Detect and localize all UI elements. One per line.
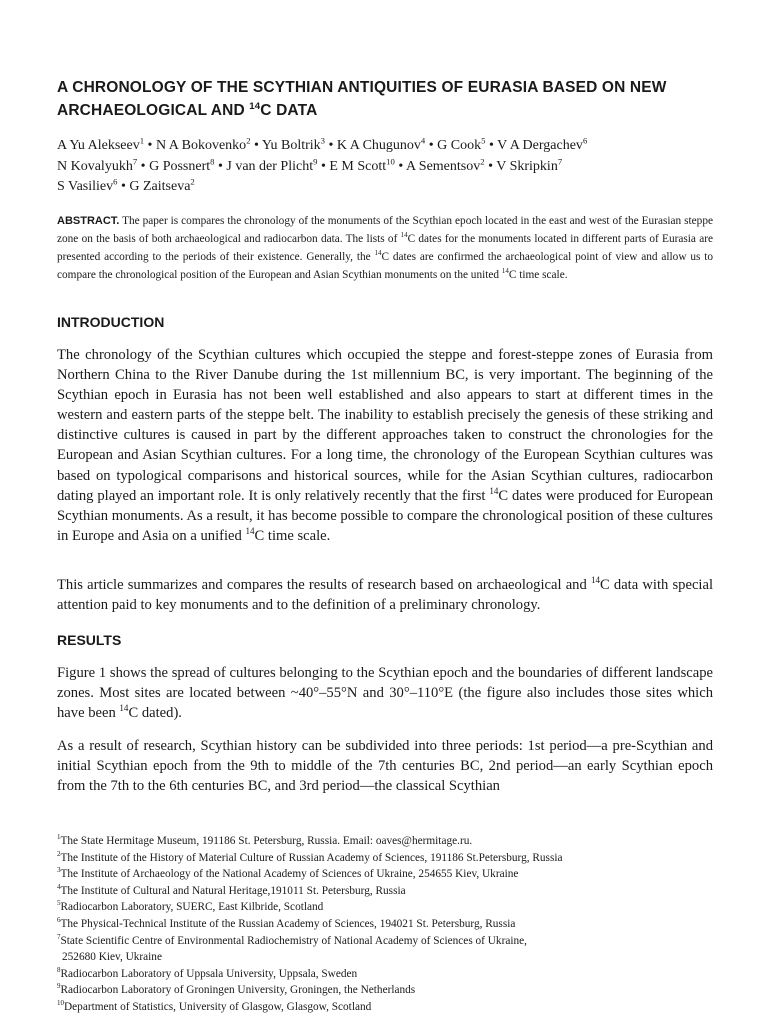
footnote-text: The State Hermitage Museum, 191186 St. Petersburg, Russia. Email: oaves@hermitage.ru. [60,835,473,847]
author-affiliation: 9 [313,155,318,166]
footnote-number: 7 [57,932,61,941]
body-text: This article summarizes and compares the results of research based on archaeological and [57,577,591,593]
footnote-text: The Institute of the History of Material Culture of Russian Academy of Sciences, 191186 St.Petersburg, Russia [60,851,563,864]
body-text: The chronology of the Scythian cultures which occupied the steppe and forest-steppe zones of Eurasia from Northern China to the River Danube during the 1st millennium BC, is very important. The beginning of the Scythian epoch in Eurasia has not been well established and also appears to start at different times in the western and eastern parts of the steppe belt. The inability to establish precisely the genesis of these striking and distinctive cultures is caused in part by the different approaches taken to construct the chronologies for the European and Asian Scythian cultures. For a long time, the chronology of the European Scythian cultures was based on typological comparisons and historical sources, while for the Asian Scythian cultures, radiocarbon dating played an important role. It is only relatively recently that the first [57,347,713,504]
footnote-text: Radiocarbon Laboratory of Groningen University, Groningen, the Netherlands [60,984,416,997]
footnote [57,899,713,916]
introduction-heading: INTRODUCTION [57,314,165,330]
footnote [57,999,713,1016]
footnote-text: Radiocarbon Laboratory of Uppsala University, Uppsala, Sweden [60,967,358,980]
title-line-2-text: ARCHAEOLOGICAL AND [57,102,250,119]
footnote-number: 6 [57,916,61,925]
author-name: K A Chugunov [336,138,421,153]
author-name: G Cook [437,138,482,153]
abstract-label: ABSTRACT. [57,215,120,227]
title-superscript: 14 [249,100,261,112]
footnote [57,933,713,950]
footnote-text: The Institute of Cultural and Natural Heritage,191011 St. Petersburg, Russia [60,884,406,897]
author-name: G Possnert [149,158,211,174]
author-affiliation: 4 [420,135,426,146]
footnote [57,850,713,867]
abstract-text: C time scale. [508,269,568,281]
introduction-paragraph-2 [57,575,713,615]
author-name: E M Scott [329,158,387,174]
body-text: C time scale. [254,527,331,544]
author-affiliation: 6 [582,135,588,146]
isotope-superscript: 14 [119,703,129,714]
author-affiliation: 3 [320,135,325,146]
author-name: V Skripkin [496,158,558,174]
footnote-text: 252680 Kiev, Ukraine [62,951,162,964]
author-name: J van der Plicht [226,158,314,174]
footnote-list [57,833,713,1016]
footnote-continuation [57,949,713,966]
isotope-superscript: 14 [400,231,408,240]
introduction-paragraph-1 [57,345,713,546]
footnote [57,982,713,999]
abstract-text: C dates for the monuments located in different parts of Eurasia are presented according to the periods of their existence. Generally, the [57,233,713,263]
isotope-superscript: 14 [501,267,509,276]
footnote-number: 5 [57,899,61,908]
isotope-superscript: 14 [489,485,499,496]
footnote-number: 2 [57,849,61,858]
abstract [57,212,713,284]
abstract-text: C dates are confirmed the archaeological point of view and allow us to compare the chronological position of the European and Asian Scythian monuments on the united [57,251,713,281]
author-affiliation: 10 [386,155,395,166]
author-affiliation: 1 [139,135,145,146]
footnote [57,883,713,900]
isotope-superscript: 14 [245,525,255,536]
results-paragraph-1 [57,663,713,723]
author-line-1: A Yu Alekseev$^1$ • N A Bokovenko$^2$ • Yu Boltrik$^3$ • K A Chugunov$^4$ • G Cook$^5$ • V A Dergachev$^6$ [57,135,588,153]
footnote-number: 8 [57,965,61,974]
author-name: A Sementsov [405,158,481,174]
author-affiliation: 2 [190,176,195,187]
author-name: Yu Boltrik [261,138,321,153]
author-line-3: S Vasiliev$^6$ • G Zaitseva$^2$ [57,176,195,194]
body-text: C dates were produced for European Scythian monuments. As a result, it has become possible to compare the chronological position of these cultures in Europe and Asia on a unified [57,487,713,544]
author-affiliation: 2 [246,135,251,146]
paper-title [57,76,713,122]
author-name: N A Bokovenko [155,138,247,153]
author-name: S Vasiliev [57,179,114,194]
author-affiliation: 5 [481,135,486,146]
author-affiliation: 2 [480,155,485,166]
author-list [57,136,713,198]
results-paragraph-2: As a result of research, Scythian history can be subdivided into three periods: 1st period—a pre-Scythian and initial Scythian epoch from the 9th to middle of the 7th centuries BC, 2nd period—an early Scythian epoch from the 7th to the 6th centuries BC, and 3rd period—the classical Scythian [57,738,713,795]
abstract-text: The paper is compares the chronology of the monuments of the Scythian epoch located in the east and west of the Eurasian steppe zone on the basis of both archaeological and radiocarbon data. The lists of [57,215,713,245]
author-line-2: N Kovalyukh$^7$ • G Possnert$^8$ • J van der Plicht$^9$ • E M Scott$^{10}$ • A Sementsov$^2$ • V Skripkin$^7$ [57,155,563,174]
author-name: N Kovalyukh [57,158,133,174]
author-name: A Yu Alekseev [57,138,140,153]
footnote-text: Department of Statistics, University of Glasgow, Glasgow, Scotland [64,1000,372,1013]
author-affiliation: 7 [132,155,138,166]
body-text: Figure 1 shows the spread of cultures belonging to the Scythian epoch and the boundaries of different landscape zones. Most sites are located between ~40°–55°N and 30°–110°E (the figure also includes those sites which have been [57,665,713,722]
results-heading: RESULTS [57,632,122,648]
footnote [57,833,713,850]
footnote-number: 1 [57,833,61,842]
author-affiliation: 6 [113,176,118,187]
author-affiliation: 8 [210,155,215,166]
footnote-text: Radiocarbon Laboratory, SUERC, East Kilbride, Scotland [60,901,324,914]
footnote [57,916,713,933]
footnote-number: 4 [57,883,61,892]
body-text: C dated). [128,705,182,722]
footnote [57,866,713,883]
footnote-number: 10 [57,999,64,1008]
footnote [57,966,713,983]
footnote-number: 3 [57,866,61,875]
author-affiliation: 7 [557,155,563,166]
footnote-text: The Institute of Archaeology of the National Academy of Sciences of Ukraine, 254655 Kiev, Ukraine [60,868,519,881]
isotope-superscript: 14 [374,249,382,258]
title-line-1: A CHRONOLOGY OF THE SCYTHIAN ANTIQUITIES OF EURASIA BASED ON NEW [57,79,667,96]
footnote-number: 9 [57,982,61,991]
isotope-superscript: 14 [590,575,600,586]
footnote-text: State Scientific Centre of Environmental Radiochemistry of National Academy of Sciences of Ukraine, [60,934,527,947]
footnote-text: The Physical-Technical Institute of the Russian Academy of Sciences, 194021 St. Petersburg, Russia [60,917,516,930]
title-line-2-end: C DATA [260,102,318,119]
author-name: V A Dergachev [497,138,583,153]
author-name: G Zaitseva [129,179,191,194]
body-text: C data with special attention paid to key monuments and to the definition of a preliminary chronology. [57,577,714,614]
